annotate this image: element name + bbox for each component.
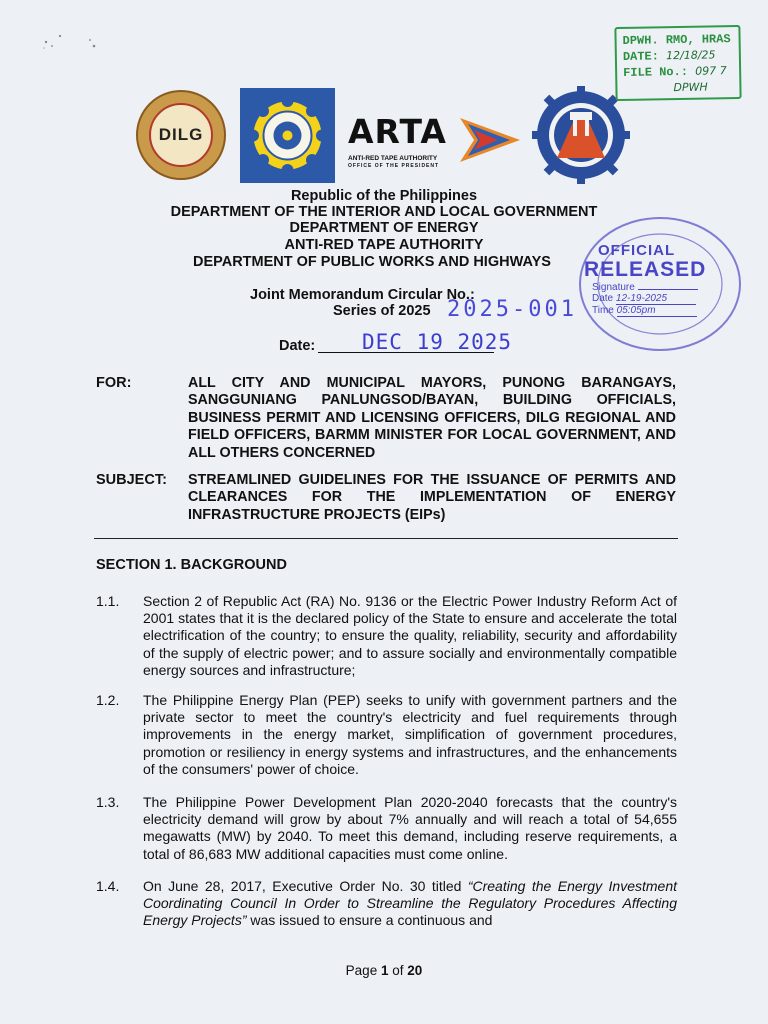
dpwh-seal-logo <box>532 86 630 184</box>
subject-label: SUBJECT: <box>96 472 167 488</box>
item-text: The Philippine Power Development Plan 2020-2040 forecasts that the country's electricity demand will grow by about 7% annually and will reach a total of 54,655 megawatts (MW) by 2040. To meet this demand, including reserve requirements, a total of 86,683 MW additional capacities must come online. <box>143 794 677 862</box>
scan-specks <box>40 28 110 58</box>
for-label: FOR: <box>96 375 132 391</box>
for-text: ALL CITY AND MUNICIPAL MAYORS, PUNONG BARANGAYS, SANGGUNIANG PANLUNGSOD/BAYAN, BUILDING OFFICIALS, BUSINESS PERMIT AND LICENSING OFFICERS, DILG REGIONAL AND FIELD OFFICERS, BARMM MINISTER FOR LOCAL GOVERNMENT, AND ALL OTHERS CONCERNED <box>188 375 676 461</box>
of-word: of <box>392 963 404 978</box>
header-republic: Republic of the Philippines <box>290 188 478 204</box>
date-label: Date: <box>279 338 316 354</box>
circular-label: Joint Memorandum Circular No.: <box>250 287 475 303</box>
item-text <box>143 878 677 930</box>
arta-arrow-icon <box>458 116 522 164</box>
stamp-official: OFFICIAL <box>598 242 676 259</box>
item-text: Section 2 of Republic Act (RA) No. 9136 or the Electric Power Industry Reform Act of 2001 states that it is the declared policy of the State to ensure and accelerate the total electrification of the country; to ensure the quality, reliability, security and affordability of the supply of electric power; and to assure socially and environmentally compatible energy sources and infrastructure; <box>143 593 677 678</box>
date-value: DEC 19 2025 <box>362 330 513 354</box>
arta-logo <box>346 108 536 168</box>
received-date-value: 12/18/25 <box>665 48 716 63</box>
item-number: 1.4. <box>96 878 120 894</box>
dilg-seal-text: DILG <box>158 125 204 144</box>
received-note: DPWH <box>673 80 708 95</box>
item-number: 1.2. <box>96 692 120 708</box>
stamp-date-value: 12-19-2025 <box>616 293 696 305</box>
item-text-after: was issued to ensure a continuous and <box>246 912 493 929</box>
header-dilg: DEPARTMENT OF THE INTERIOR AND LOCAL GOVERNMENT <box>170 204 598 220</box>
circular-number: 2025-001 <box>447 297 577 322</box>
header-dpwh: DEPARTMENT OF PUBLIC WORKS AND HIGHWAYS <box>193 254 551 270</box>
page-number: 1 <box>380 963 389 978</box>
page-word: Page <box>345 963 378 978</box>
item-text: The Philippine Energy Plan (PEP) seeks to unify with government partners and the private sector to meet the country's electricity and fuel requirements through improvements in the energy market, simplification of government procedures, promotion or resiliency in energy systems and infrastructures, and the enhancements of the consumers' power of choice. <box>143 692 677 777</box>
subject-text: STREAMLINED GUIDELINES FOR THE ISSUANCE OF PERMITS AND CLEARANCES FOR THE IMPLEMENTATION OF ENERGY INFRASTRUCTURE PROJECTS (EIPs) <box>188 472 676 523</box>
received-stamp <box>614 25 741 101</box>
stamp-time-label: Time <box>592 305 614 316</box>
received-file-row <box>623 63 733 81</box>
received-file-label: FILE No.: <box>623 64 689 80</box>
divider-rule <box>94 538 678 539</box>
received-date-row <box>623 47 733 65</box>
stamp-date-label: Date <box>592 293 614 304</box>
received-office: DPWH. RMO, HRAS <box>622 32 731 48</box>
arta-fullname: ANTI-RED TAPE AUTHORITY <box>348 155 438 162</box>
stamp-signature-label: Signature <box>592 282 635 293</box>
dilg-seal-logo <box>136 90 226 180</box>
item-text-before: On June 28, 2017, Executive Order No. 30 titled <box>143 878 468 894</box>
arta-wordmark: ARTA <box>348 112 447 151</box>
item-number: 1.1. <box>96 593 120 609</box>
header-doe: DEPARTMENT OF ENERGY <box>289 220 479 236</box>
doe-seal-logo <box>240 88 335 183</box>
received-date-label: DATE: <box>622 49 660 64</box>
received-note-row <box>623 79 733 97</box>
eo-title: “Creating the Energy Investment Coordinating Council In Order to Streamline the Regulatory Procedures Affecting Energy Projects” <box>143 878 677 929</box>
item-number: 1.3. <box>96 794 120 810</box>
stamp-released: RELEASED <box>584 258 707 281</box>
header-arta: ANTI-RED TAPE AUTHORITY <box>284 237 484 253</box>
received-file-value: 097 7 <box>695 64 727 78</box>
circular-series: Series of 2025 <box>333 303 431 319</box>
stamp-time-value: 05:05pm <box>617 305 697 317</box>
arta-office: OFFICE OF THE PRESIDENT <box>348 163 440 169</box>
stamp-fields <box>592 282 698 317</box>
page-footer <box>0 963 768 978</box>
page-total: 20 <box>407 963 423 978</box>
section-title: SECTION 1. BACKGROUND <box>96 557 287 573</box>
